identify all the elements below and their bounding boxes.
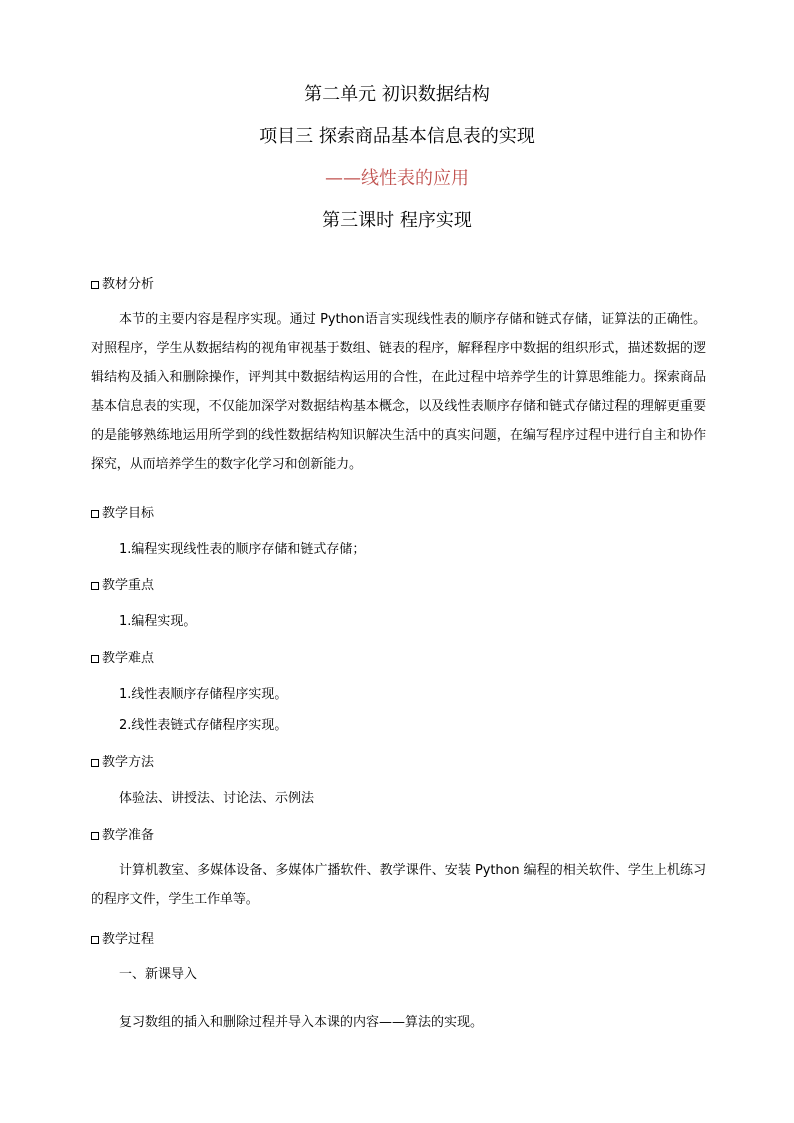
process-step-1: 一、新课导入 (119, 967, 198, 982)
preparation-paragraph: 计算机教室、多媒体设备、多媒体广播软件、教学课件、安装 Python 编程的相关软件、学生上机练习的程序文件，学生工作单等。 (91, 863, 706, 907)
section-heading-process (91, 932, 154, 948)
checkbox-icon (91, 582, 99, 590)
checkbox-icon (91, 655, 99, 663)
checkbox-icon (91, 936, 99, 944)
unit-title: 第二单元 初识数据结构 (304, 84, 490, 105)
subtitle: ——线性表的应用 (325, 168, 469, 189)
section-heading-preparation (91, 828, 154, 844)
analysis-paragraph: 本节的主要内容是程序实现。通过 Python语言实现线性表的顺序存储和链式存储，证算法的正确性。对照程序，学生从数据结构的视角审视基于数组、链表的程序，解释程序中数据的组织形式，描述数据的逻辑结构及插入和删除操作，评判其中数据结构运用的合性，在此过程中培养学生的计算思维能力。探索商品基本信息表的实现，不仅能加深学对数据结构基本概念，以及线性表顺序存储和链式存储过程的理解更重要的是能够熟练地运用所学到的线性数据结构知识解决生活中的真实问题，在编写程序过程中进行自主和协作探究，从而培养学生的数字化学习和创新能力。 (91, 312, 706, 472)
section-heading-methods (91, 755, 154, 771)
process-text: 复习数组的插入和删除过程并导入本课的内容——算法的实现。 (119, 1015, 484, 1030)
difficulties-item-2: 2.线性表链式存储程序实现。 (119, 718, 288, 733)
section-heading-goals (91, 506, 154, 522)
checkbox-icon (91, 281, 99, 289)
goals-item-1: 1.编程实现线性表的顺序存储和链式存储； (119, 542, 366, 557)
methods-text: 体验法、讲授法、讨论法、示例法 (119, 791, 315, 806)
section-heading-label: 教学目标 (102, 506, 155, 521)
section-heading-label: 教学方法 (102, 755, 155, 770)
section-heading-analysis (91, 277, 154, 293)
checkbox-icon (91, 832, 99, 840)
difficulties-item-1: 1.线性表顺序存储程序实现。 (119, 687, 288, 702)
section-heading-key-points (91, 578, 154, 594)
lesson-title: 第三课时 程序实现 (322, 210, 472, 231)
section-heading-difficulties (91, 651, 154, 667)
section-heading-label: 教学过程 (102, 932, 155, 947)
section-heading-label: 教学重点 (102, 578, 155, 593)
section-heading-label: 教材分析 (102, 277, 155, 292)
section-heading-label: 教学准备 (102, 828, 155, 843)
section-heading-label: 教学难点 (102, 651, 155, 666)
project-title: 项目三 探索商品基本信息表的实现 (259, 126, 535, 147)
checkbox-icon (91, 510, 99, 518)
key-points-item-1: 1.编程实现。 (119, 614, 197, 629)
checkbox-icon (91, 759, 99, 767)
title-block (0, 84, 794, 232)
